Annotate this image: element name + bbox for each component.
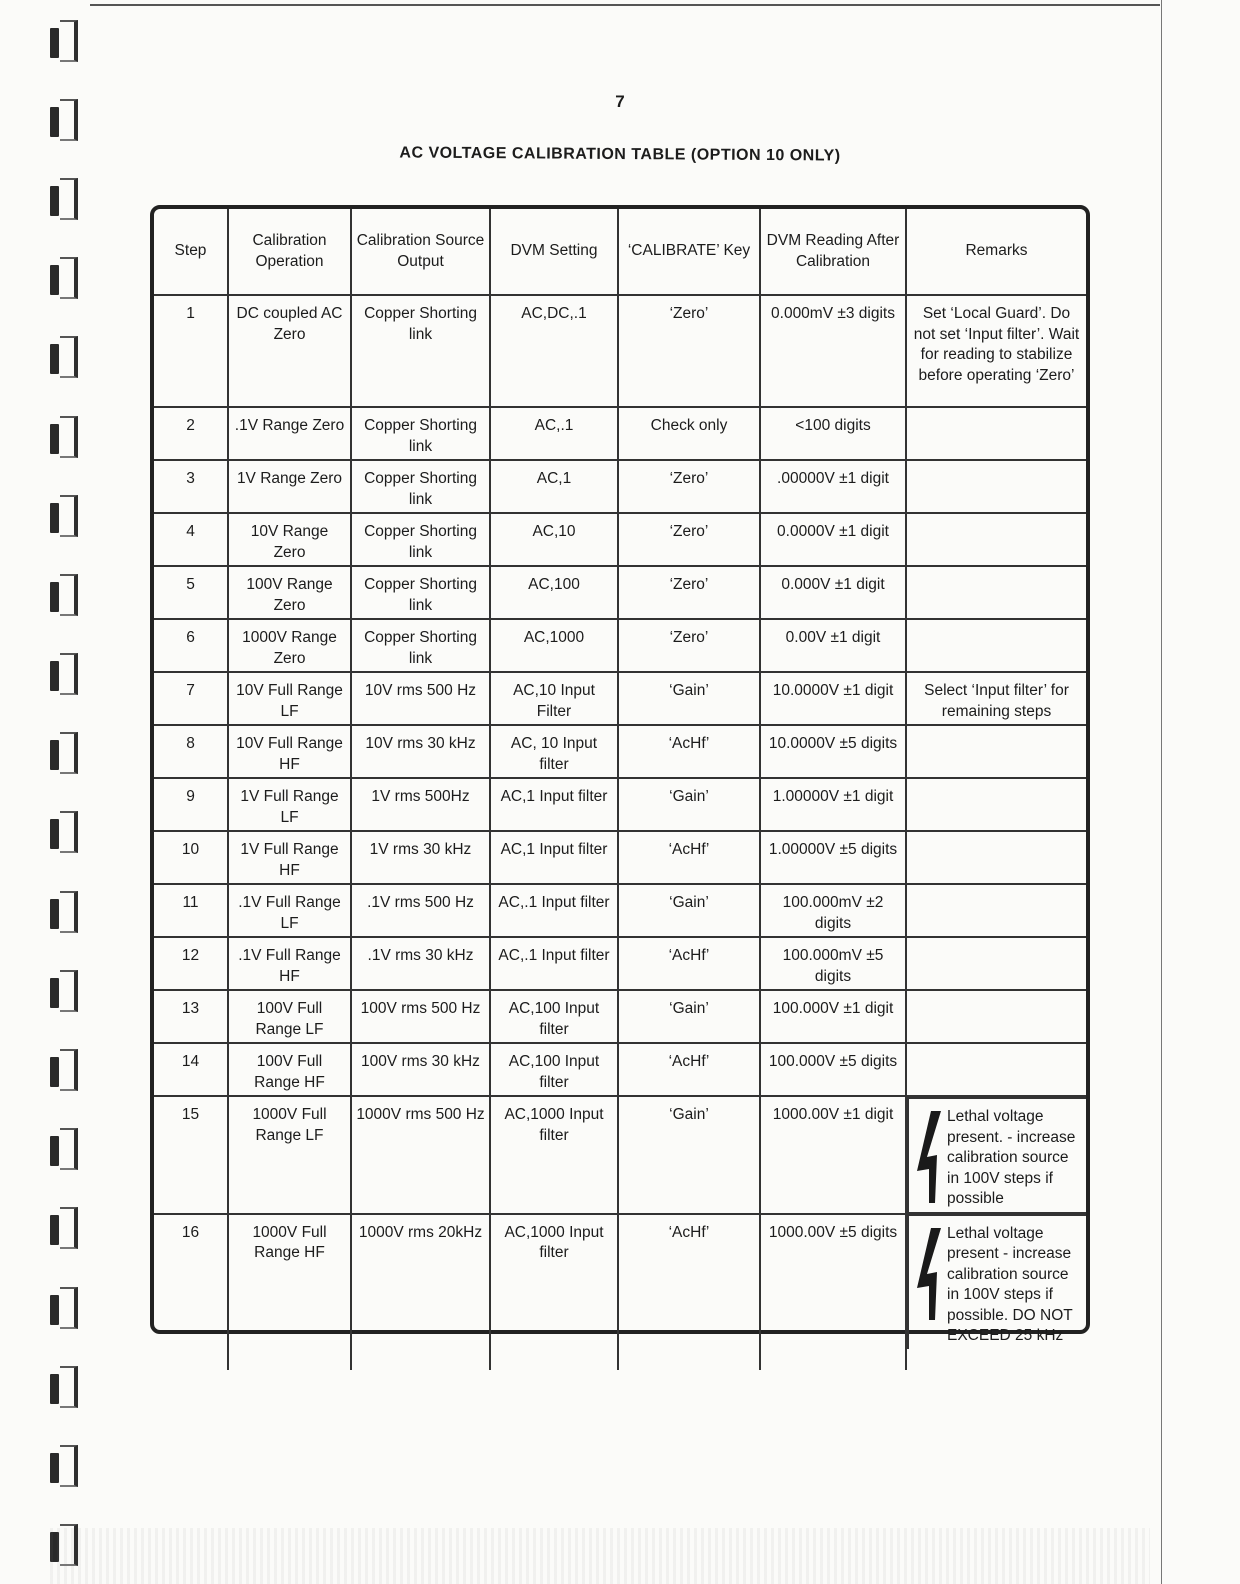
cell-source: 100V rms 30 kHz (351, 1043, 490, 1096)
cell-dvm: AC,100 (490, 566, 618, 619)
cell-source: .1V rms 500 Hz (351, 884, 490, 937)
cell-key: ‘Gain’ (618, 990, 760, 1043)
cell-source: Copper Shorting link (351, 566, 490, 619)
cell-key: ‘Gain’ (618, 1096, 760, 1214)
cell-step: 9 (154, 778, 228, 831)
cell-reading: 100.000mV ±5 digits (760, 937, 906, 990)
table-row (154, 937, 1086, 990)
spiral-binding (48, 0, 82, 1584)
table-row (154, 619, 1086, 672)
cell-source: Copper Shorting link (351, 295, 490, 407)
cell-key: ‘Gain’ (618, 884, 760, 937)
cell-step: 1 (154, 295, 228, 407)
table-row (154, 566, 1086, 619)
cell-operation: .1V Range Zero (228, 407, 351, 460)
header-dvm-setting: DVM Setting (490, 209, 618, 295)
table-row (154, 1214, 1086, 1370)
cell-remarks (906, 407, 1086, 460)
cell-operation: 1V Full Range LF (228, 778, 351, 831)
cell-step: 2 (154, 407, 228, 460)
cell-operation: 100V Range Zero (228, 566, 351, 619)
binding-ring (48, 493, 78, 537)
cell-operation: 10V Full Range HF (228, 725, 351, 778)
table-row (154, 884, 1086, 937)
cell-source: 10V rms 500 Hz (351, 672, 490, 725)
binding-ring (48, 730, 78, 774)
cell-remarks (907, 1097, 1086, 1214)
header-source: Calibration Source Output (351, 209, 490, 295)
cell-source: 10V rms 30 kHz (351, 725, 490, 778)
table-row (154, 1096, 1086, 1214)
cell-dvm: AC,100 Input filter (490, 990, 618, 1043)
binding-ring (48, 1364, 78, 1408)
cell-remarks (906, 513, 1086, 566)
cell-source: 1000V rms 500 Hz (351, 1096, 490, 1214)
cell-source: Copper Shorting link (351, 619, 490, 672)
header-dvm-reading: DVM Reading After Calibration (760, 209, 906, 295)
cell-step: 6 (154, 619, 228, 672)
cell-step: 15 (154, 1096, 228, 1214)
cell-key: ‘Zero’ (618, 566, 760, 619)
cell-source: Copper Shorting link (351, 513, 490, 566)
binding-ring (48, 651, 78, 695)
page-title: AC VOLTAGE CALIBRATION TABLE (OPTION 10 ONLY) (399, 144, 841, 165)
calibration-table-frame (150, 205, 1090, 1344)
header-remarks: Remarks (906, 209, 1086, 295)
page-right-edge (1161, 0, 1162, 1584)
cell-remarks (906, 778, 1086, 831)
cell-remarks (906, 1043, 1086, 1096)
cell-operation: 1000V Full Range HF (228, 1214, 351, 1370)
cell-remarks (906, 884, 1086, 937)
binding-ring (48, 1443, 78, 1487)
cell-operation: 10V Range Zero (228, 513, 351, 566)
cell-dvm: AC,.1 Input filter (490, 937, 618, 990)
cell-remarks (906, 619, 1086, 672)
cell-reading: 10.0000V ±5 digits (760, 725, 906, 778)
binding-ring (48, 255, 78, 299)
cell-step: 14 (154, 1043, 228, 1096)
cell-reading: 100.000mV ±2 digits (760, 884, 906, 937)
cell-operation: DC coupled AC Zero (228, 295, 351, 407)
binding-ring (48, 18, 78, 62)
cell-operation: 1000V Full Range LF (228, 1096, 351, 1214)
scan-noise (50, 1528, 1150, 1584)
cell-remarks: Select ‘Input filter’ for remaining steps (906, 672, 1086, 725)
table-row (154, 407, 1086, 460)
cell-dvm: AC,1 Input filter (490, 778, 618, 831)
page-number: 7 (615, 92, 625, 111)
cell-step: 7 (154, 672, 228, 725)
cell-step: 12 (154, 937, 228, 990)
cell-reading: 0.00V ±1 digit (760, 619, 906, 672)
cell-source: Copper Shorting link (351, 407, 490, 460)
calibration-table (154, 209, 1086, 1370)
cell-operation: .1V Full Range HF (228, 937, 351, 990)
cell-reading: 1.00000V ±1 digit (760, 778, 906, 831)
page-top-edge (90, 4, 1160, 6)
cell-step: 5 (154, 566, 228, 619)
cell-remarks (906, 937, 1086, 990)
binding-ring (48, 1205, 78, 1249)
cell-dvm: AC,1000 Input filter (490, 1096, 618, 1214)
cell-key: ‘Zero’ (618, 460, 760, 513)
cell-dvm: AC,1 Input filter (490, 831, 618, 884)
lightning-bolt-icon (915, 1111, 941, 1203)
binding-ring (48, 1047, 78, 1091)
table-row (154, 513, 1086, 566)
cell-key: ‘Zero’ (618, 513, 760, 566)
header-calibrate-key: ‘CALIBRATE’ Key (618, 209, 760, 295)
cell-reading: 100.000V ±5 digits (760, 1043, 906, 1096)
cell-step: 10 (154, 831, 228, 884)
header-step: Step (154, 209, 228, 295)
cell-dvm: AC, 10 Input filter (490, 725, 618, 778)
table-row (154, 778, 1086, 831)
cell-remarks (906, 460, 1086, 513)
binding-ring (48, 334, 78, 378)
cell-remarks (907, 1214, 1086, 1349)
binding-ring (48, 809, 78, 853)
cell-remarks (906, 566, 1086, 619)
cell-remarks (906, 831, 1086, 884)
cell-step: 8 (154, 725, 228, 778)
cell-operation: 100V Full Range LF (228, 990, 351, 1043)
cell-operation: .1V Full Range LF (228, 884, 351, 937)
cell-remarks (906, 990, 1086, 1043)
binding-ring (48, 968, 78, 1012)
binding-ring (48, 572, 78, 616)
binding-ring (48, 1285, 78, 1329)
cell-reading: 0.0000V ±1 digit (760, 513, 906, 566)
cell-step: 3 (154, 460, 228, 513)
table-row (154, 725, 1086, 778)
header-operation: Calibration Operation (228, 209, 351, 295)
cell-key: ‘Gain’ (618, 778, 760, 831)
cell-source: 1V rms 500Hz (351, 778, 490, 831)
cell-key: Check only (618, 407, 760, 460)
cell-dvm: AC,100 Input filter (490, 1043, 618, 1096)
cell-dvm: AC,.1 (490, 407, 618, 460)
cell-operation: 1V Full Range HF (228, 831, 351, 884)
cell-source: 100V rms 500 Hz (351, 990, 490, 1043)
cell-reading: 1.00000V ±5 digits (760, 831, 906, 884)
cell-step: 11 (154, 884, 228, 937)
cell-key: ‘AcHf’ (618, 1214, 760, 1370)
cell-key: ‘Zero’ (618, 295, 760, 407)
cell-dvm: AC,1000 Input filter (490, 1214, 618, 1370)
cell-reading: 1000.00V ±5 digits (760, 1214, 906, 1370)
table-row (154, 460, 1086, 513)
lightning-bolt-icon (915, 1228, 941, 1320)
cell-reading: .00000V ±1 digit (760, 460, 906, 513)
binding-ring (48, 176, 78, 220)
cell-key: ‘AcHf’ (618, 1043, 760, 1096)
cell-dvm: AC,1000 (490, 619, 618, 672)
table-row (154, 1043, 1086, 1096)
cell-step: 13 (154, 990, 228, 1043)
cell-dvm: AC,10 Input Filter (490, 672, 618, 725)
cell-source: .1V rms 30 kHz (351, 937, 490, 990)
cell-remarks-text: Lethal voltage present. - increase calibration source in 100V steps if possible (947, 1108, 1076, 1207)
cell-source: 1V rms 30 kHz (351, 831, 490, 884)
cell-step: 4 (154, 513, 228, 566)
cell-dvm: AC,DC,.1 (490, 295, 618, 407)
cell-source: Copper Shorting link (351, 460, 490, 513)
cell-reading: 0.000V ±1 digit (760, 566, 906, 619)
cell-key: ‘Gain’ (618, 672, 760, 725)
cell-dvm: AC,1 (490, 460, 618, 513)
cell-operation: 1V Range Zero (228, 460, 351, 513)
table-row (154, 990, 1086, 1043)
binding-ring (48, 889, 78, 933)
cell-operation: 10V Full Range LF (228, 672, 351, 725)
cell-dvm: AC,.1 Input filter (490, 884, 618, 937)
cell-reading: 1000.00V ±1 digit (760, 1096, 906, 1214)
binding-ring (48, 414, 78, 458)
cell-reading: <100 digits (760, 407, 906, 460)
cell-remarks: Set ‘Local Guard’. Do not set ‘Input filter’. Wait for reading to stabilize before operating ‘Zero’ (906, 295, 1086, 407)
cell-reading: 10.0000V ±1 digit (760, 672, 906, 725)
cell-key: ‘AcHf’ (618, 831, 760, 884)
cell-remarks-text: Lethal voltage present - increase calibration source in 100V steps if possible. DO NOT EXCEED 25 kHz (947, 1224, 1073, 1344)
cell-step: 16 (154, 1214, 228, 1370)
cell-key: ‘Zero’ (618, 619, 760, 672)
cell-reading: 0.000mV ±3 digits (760, 295, 906, 407)
cell-operation: 100V Full Range HF (228, 1043, 351, 1096)
cell-key: ‘AcHf’ (618, 725, 760, 778)
cell-key: ‘AcHf’ (618, 937, 760, 990)
cell-remarks (906, 725, 1086, 778)
cell-operation: 1000V Range Zero (228, 619, 351, 672)
table-row (154, 831, 1086, 884)
binding-ring (48, 1126, 78, 1170)
cell-dvm: AC,10 (490, 513, 618, 566)
table-row (154, 295, 1086, 407)
table-row (154, 672, 1086, 725)
header-row (154, 209, 1086, 295)
cell-reading: 100.000V ±1 digit (760, 990, 906, 1043)
cell-source: 1000V rms 20kHz (351, 1214, 490, 1370)
